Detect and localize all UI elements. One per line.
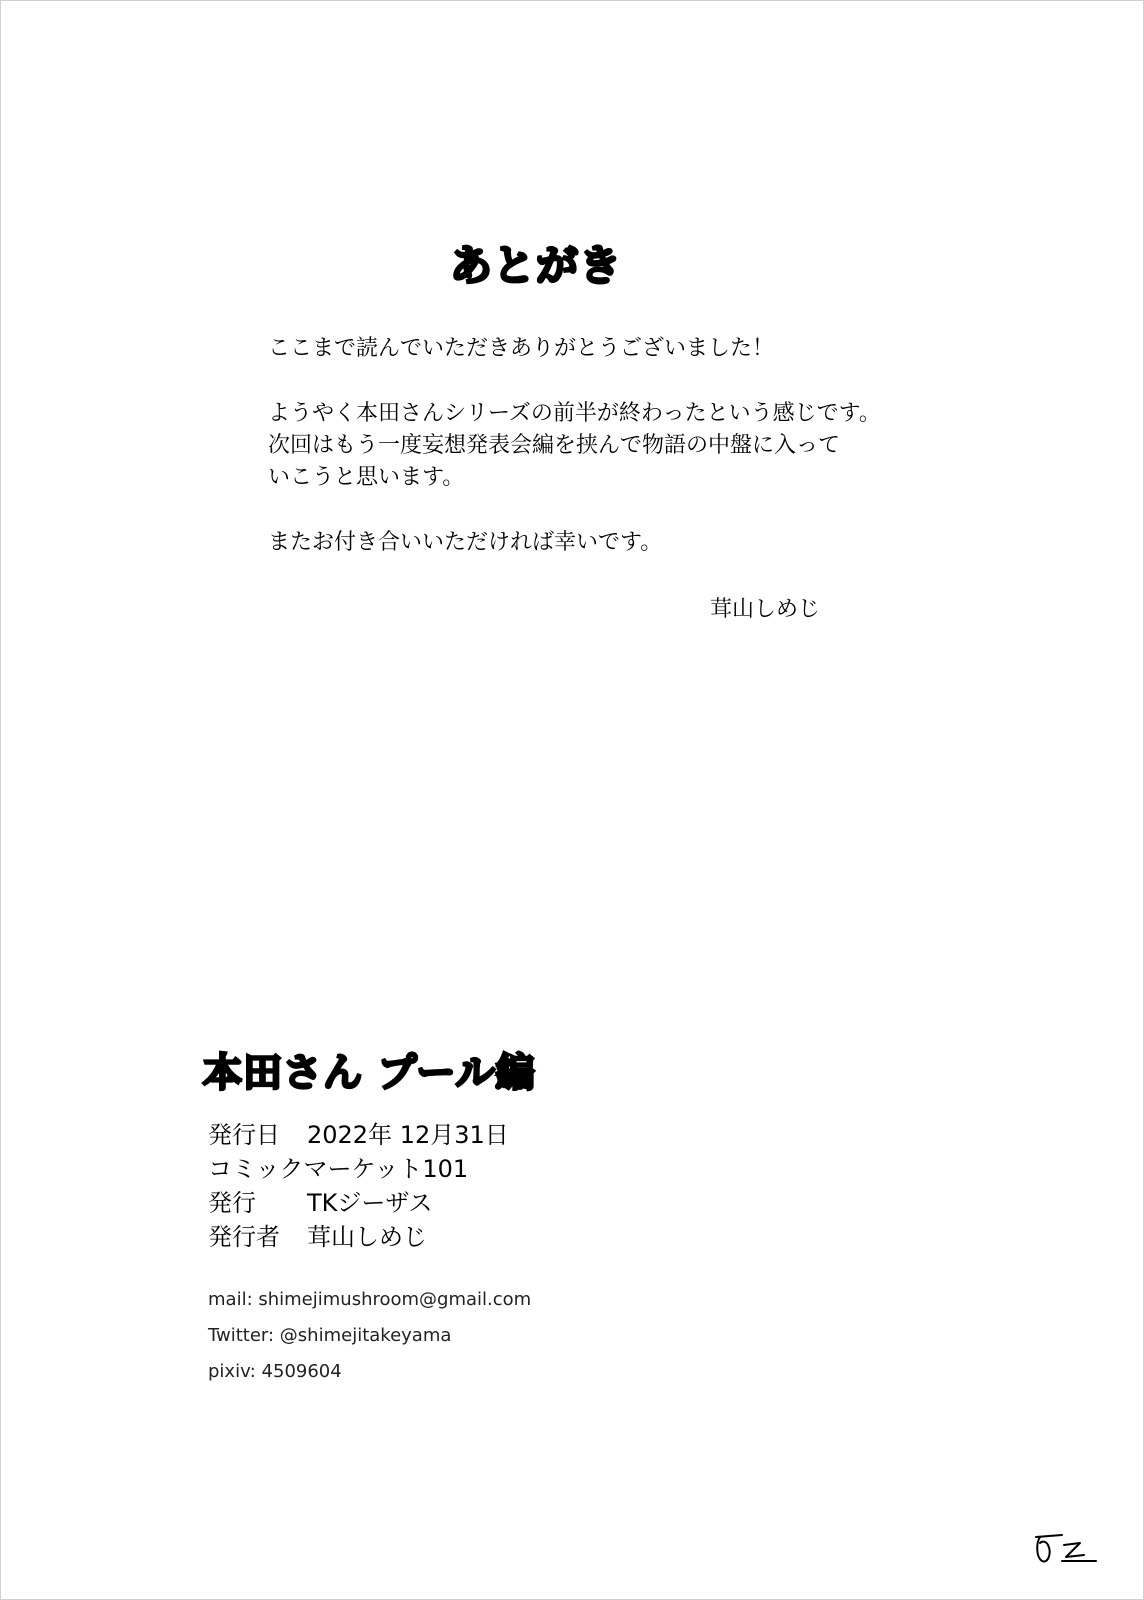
afterword-line: 次回はもう一度妄想発表会編を挟んで物語の中盤に入って [268,433,841,458]
colophon-value: 2022年 12月31日 [307,1121,509,1149]
afterword-heading: あとがき [449,241,622,290]
afterword-line: またお付き合いいただければ幸いです。 [268,530,663,555]
afterword-line: ここまで読んでいただきありがとうございました！ [268,336,775,361]
colophon-row-event [208,1152,509,1186]
author-signature-mark [1034,1531,1114,1567]
afterword-paragraph [268,333,968,365]
book-title: 本田さん プール編 [203,1051,536,1096]
contact-pixiv: pixiv: 4509604 [208,1361,342,1382]
contact-twitter: Twitter: @shimejitakeyama [208,1325,452,1346]
colophon-label: 発行日 [208,1121,280,1149]
colophon [208,1118,509,1254]
afterword-signature: 茸山しめじ [710,597,821,622]
colophon-value: TKジーザス [307,1189,433,1217]
afterword-paragraph [268,398,968,494]
colophon-label: 発行 [208,1189,256,1217]
afterword-line: いこうと思います。 [268,465,465,490]
colophon-label: 発行者 [208,1223,280,1251]
afterword-body [268,333,968,592]
colophon-row-issuer [208,1220,509,1254]
colophon-row-date [208,1118,509,1152]
afterword-paragraph [268,527,968,559]
afterword-line: ようやく本田さんシリーズの前半が終わったという感じです。 [268,401,881,426]
colophon-value: 茸山しめじ [307,1223,427,1251]
colophon-label: コミックマーケット101 [208,1155,469,1183]
contacts [208,1282,531,1390]
colophon-row-publisher [208,1186,509,1220]
contact-mail: mail: shimejimushroom@gmail.com [208,1289,532,1310]
